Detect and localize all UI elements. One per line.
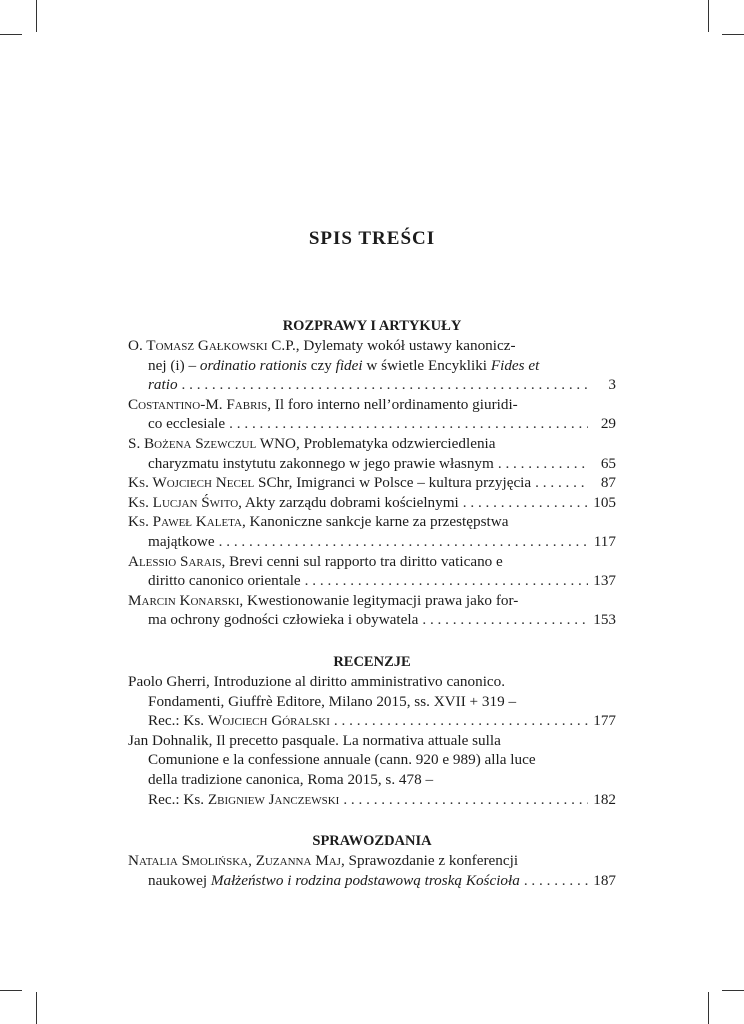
entry-text: , Kwestionowanie legitymacji prawa jako for-: [239, 591, 519, 609]
author: Ks. Lucjan Świto: [128, 493, 239, 511]
toc-entry[interactable]: [128, 591, 616, 630]
page-number: 153: [593, 611, 616, 629]
entry-text: czy: [306, 356, 336, 374]
crop-mark: [36, 0, 37, 32]
entry-text: Jan Dohnalik, Il precetto pasquale. La normativa attuale sulla: [128, 731, 501, 749]
page-number: 182: [593, 790, 616, 808]
entry-text: charyzmatu instytutu zakonnego w jego prawie własnym: [148, 454, 494, 472]
toc-entry[interactable]: [128, 731, 616, 809]
page-number: 137: [593, 572, 616, 590]
reviewer: Zbigniew Janczewski: [207, 790, 340, 808]
dot-leader: [463, 493, 588, 513]
author: O. Tomasz Gałkowski: [128, 337, 268, 354]
crop-mark: [708, 0, 709, 32]
toc-entry[interactable]: [128, 395, 616, 434]
dot-leader: [229, 414, 588, 434]
entry-text: , Il foro interno nell’ordinamento giuridi-: [267, 395, 518, 413]
reviewer: Wojciech Góralski: [207, 712, 330, 730]
page-number: 3: [608, 376, 616, 394]
dot-leader: [343, 790, 588, 810]
section-heading-reviews: RECENZJE: [333, 654, 411, 670]
entry-text: Comunione e la confessione annuale (cann. 920 e 989) alla luce: [148, 751, 536, 769]
entry-text: WNO, Problematyka odzwierciedlenia: [256, 434, 496, 452]
author: Marcin Konarski: [128, 591, 240, 609]
dot-leader: [535, 473, 588, 493]
crop-mark: [36, 992, 37, 1024]
toc-reports: [128, 831, 616, 890]
entry-text: majątkowe: [148, 532, 215, 550]
entry-text: naukowej: [148, 871, 211, 889]
entry-text: , Akty zarządu dobrami kościelnymi: [238, 493, 459, 511]
crop-mark: [722, 34, 744, 35]
author: Natalia Smolińska, Zuzanna Maj: [128, 852, 341, 869]
page-number: 117: [593, 532, 616, 550]
entry-text: SChr, Imigranci w Polsce – kultura przyjęcia: [254, 474, 532, 492]
dot-leader: [219, 532, 588, 552]
dot-leader: [498, 454, 588, 474]
entry-text: , Sprawozdanie z konferencji: [340, 852, 519, 869]
entry-text: ordinatio rationis: [199, 356, 307, 374]
entry-text: w świetle Encykliki: [362, 356, 491, 374]
page-number: 105: [593, 493, 616, 511]
page-title: SPIS TREŚCI: [308, 228, 436, 249]
author: Costantino-M. Fabris: [128, 395, 268, 413]
dot-leader: [524, 871, 588, 891]
page-number: 87: [600, 474, 616, 492]
toc-entry[interactable]: [128, 473, 616, 493]
dot-leader: [334, 711, 588, 731]
entry-text: , Brevi cenni sul rapporto tra diritto vaticano e: [221, 552, 503, 570]
author: Alessio Sarais: [128, 552, 222, 570]
entry-text: C.P., Dylematy wokół ustawy kanonicz-: [267, 337, 516, 354]
entry-text: Paolo Gherri, Introduzione al diritto amministrativo canonico.: [128, 673, 506, 690]
crop-mark: [708, 992, 709, 1024]
section-heading-articles: ROZPRAWY I ARTYKUŁY: [282, 318, 462, 334]
dot-leader: [182, 375, 588, 395]
crop-mark: [722, 990, 744, 991]
toc-entry[interactable]: [128, 851, 616, 890]
entry-text: co ecclesiale: [148, 415, 226, 433]
entry-text: fidei: [335, 356, 363, 374]
page-number: 187: [593, 871, 616, 889]
dot-leader: [422, 610, 588, 630]
page-number: 29: [600, 415, 616, 433]
author: Ks. Wojciech Necel: [128, 474, 255, 492]
entry-text: Rec.: Ks.: [148, 712, 208, 730]
dot-leader: [305, 571, 588, 591]
section-heading-reports: SPRAWOZDANIA: [312, 833, 432, 849]
entry-text: Rec.: Ks.: [148, 790, 208, 808]
entry-text: diritto canonico orientale: [148, 572, 301, 590]
page-number: 177: [593, 712, 616, 730]
toc-entry[interactable]: [128, 336, 616, 395]
toc-reviews: [128, 652, 616, 809]
toc-entry[interactable]: [128, 512, 616, 551]
crop-mark: [0, 990, 22, 991]
toc-articles: [128, 316, 616, 630]
entry-text: ma ochrony godności człowieka i obywatela: [148, 611, 419, 629]
entry-text: della tradizione canonica, Roma 2015, s. 478 –: [148, 770, 434, 788]
author: Ks. Paweł Kaleta: [128, 513, 242, 531]
author: S. Bożena Szewczul: [128, 434, 257, 452]
entry-text: Fides et: [490, 356, 540, 374]
toc-entry[interactable]: [128, 672, 616, 731]
entry-text: Fondamenti, Giuffrè Editore, Milano 2015, ss. XVII + 319 –: [148, 692, 517, 710]
entry-text: ratio: [148, 376, 178, 394]
entry-text: Małżeństwo i rodzina podstawową troską Kościoła: [210, 871, 520, 889]
toc-entry[interactable]: [128, 552, 616, 591]
entry-text: , Kanoniczne sankcje karne za przestępstwa: [241, 513, 509, 531]
entry-text: nej (i) –: [148, 356, 200, 374]
toc-entry[interactable]: [128, 493, 616, 513]
toc-entry[interactable]: [128, 434, 616, 473]
page-number: 65: [600, 454, 616, 472]
crop-mark: [0, 34, 22, 35]
